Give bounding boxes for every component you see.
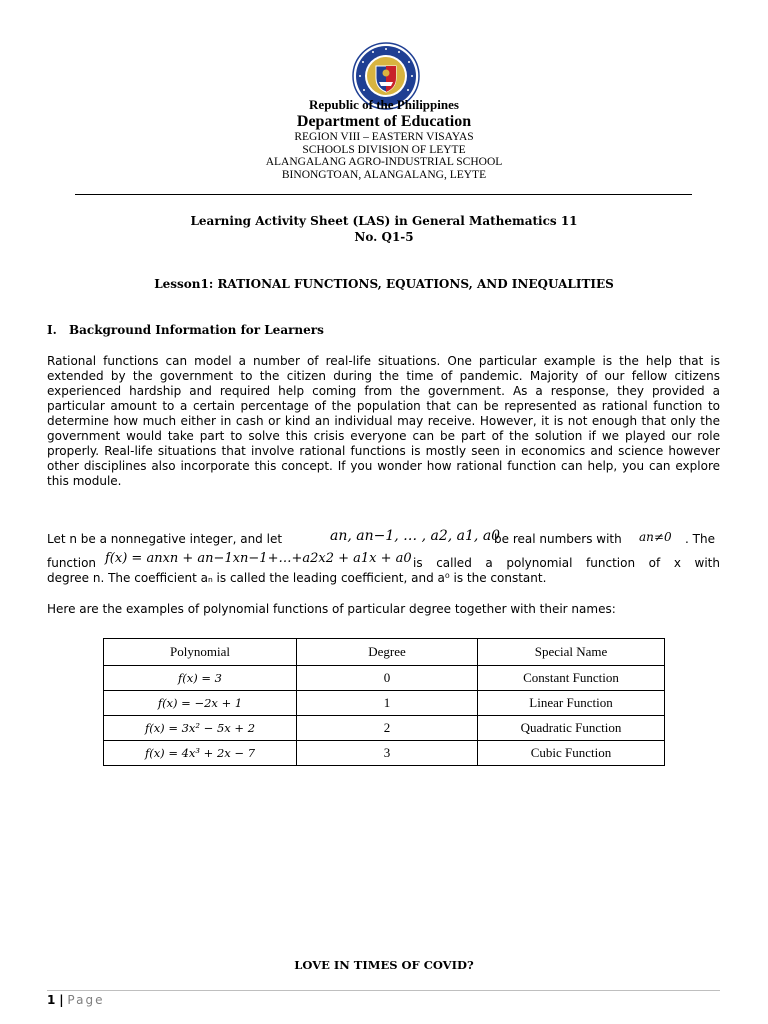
degree-cell: 3 <box>297 741 478 766</box>
name-cell: Quadratic Function <box>478 716 665 741</box>
table-row <box>104 691 665 716</box>
polynomial-table <box>103 638 665 766</box>
page-number: 1 <box>47 993 56 1007</box>
address-line: BINONGTOAN, ALANGALANG, LEYTE <box>281 169 487 181</box>
las-number: No. Q1-5 <box>354 230 414 244</box>
lesson-title: Lesson1: RATIONAL FUNCTIONS, EQUATIONS, AND INEQUALITIES <box>154 277 614 291</box>
name-cell: Linear Function <box>478 691 665 716</box>
background-paragraph: Rational functions can model a number of real-life situations. One particular example is the help that is extended by the government to the citizen during the time of pandemic. Majority of our fellow citizens experienced hardship and required help coming from the government. As a response, they provided a particular amount to a certain percentage of the population that can be represented as rational function to determine how much either in cash or kind an individual may receive. However, it is not enough that only the government would take part to solve this crisis everyone can be part of the solution if we played our role properly. Real-life situations that involve rational functions is mostly seen in economics and science however other disciplines also incorporate this concept. If you wonder how rational function can help, you can explore this module. <box>47 354 720 488</box>
definition-text-3: . The <box>685 532 715 546</box>
section-heading <box>47 323 324 337</box>
table-header-row <box>104 639 665 666</box>
polynomial-cell: f(x) = 3 <box>104 666 297 691</box>
footer-divider <box>47 990 720 991</box>
table-row <box>104 716 665 741</box>
polynomial-cell: f(x) = 3x² − 5x + 2 <box>104 716 297 741</box>
table-row <box>104 666 665 691</box>
coefficient-list: an, an−1, … , a2, a1, a0 <box>330 528 501 544</box>
department-heading: Department of Education <box>296 113 472 130</box>
page-label: Page <box>67 993 105 1007</box>
degree-definition: degree n. The coefficient aₙ is called the leading coefficient, and a⁰ is the constant. <box>47 571 547 585</box>
footer-separator: | <box>59 993 64 1007</box>
section-title: Background Information for Learners <box>69 323 324 337</box>
header-divider <box>75 194 692 195</box>
definition-text-1: Let n be a nonnegative integer, and let <box>47 532 283 546</box>
las-title: Learning Activity Sheet (LAS) in General Mathematics 11 <box>190 214 578 228</box>
polynomial-cell: f(x) = −2x + 1 <box>104 691 297 716</box>
name-cell: Cubic Function <box>478 741 665 766</box>
region-line: REGION VIII – EASTERN VISAYAS <box>294 131 474 143</box>
function-word: function <box>47 556 97 570</box>
division-line: SCHOOLS DIVISION OF LEYTE <box>302 144 466 156</box>
name-cell: Constant Function <box>478 666 665 691</box>
examples-intro: Here are the examples of polynomial functions of particular degree together with their names: <box>47 602 616 616</box>
story-title: LOVE IN TIMES OF COVID? <box>294 958 474 972</box>
degree-cell: 2 <box>297 716 478 741</box>
school-line: ALANGALANG AGRO-INDUSTRIAL SCHOOL <box>265 156 503 168</box>
column-header: Polynomial <box>104 639 297 666</box>
polynomial-formula: f(x) = anxn + an−1xn−1+…+a2x2 + a1x + a0 <box>105 551 412 566</box>
republic-heading: Republic of the Philippines <box>309 97 459 112</box>
degree-cell: 0 <box>297 666 478 691</box>
degree-cell: 1 <box>297 691 478 716</box>
polynomial-cell: f(x) = 4x³ + 2x − 7 <box>104 741 297 766</box>
definition-text-2: be real numbers with <box>494 532 622 546</box>
table-row <box>104 741 665 766</box>
column-header: Degree <box>297 639 478 666</box>
page-footer <box>47 993 104 1007</box>
nonzero-condition: an≠0 <box>639 530 672 544</box>
column-header: Special Name <box>478 639 665 666</box>
definition-text-4: is called a polynomial function of x with <box>413 556 720 570</box>
section-number: I. <box>47 323 57 337</box>
